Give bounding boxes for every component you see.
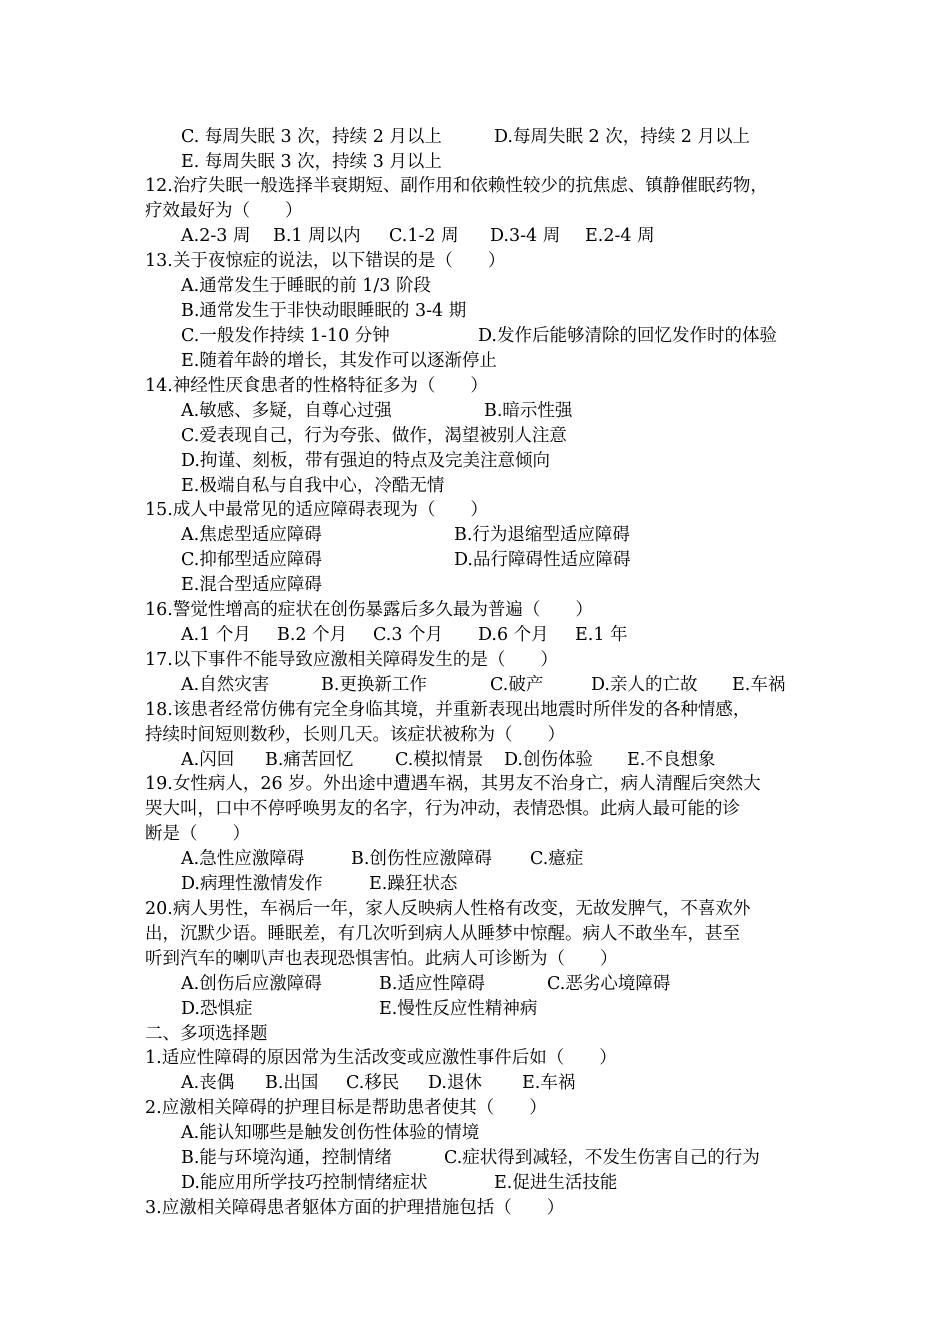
line-text: 15.成人中最常见的适应障碍表现为（ ） [145, 500, 488, 520]
line-text: 听到汽车的喇叭声也表现恐惧害怕。此病人可诊断为（ ） [145, 949, 618, 969]
line-text: 16.警觉性增高的症状在创伤暴露后多久最为普遍（ ） [145, 600, 593, 620]
line-text: 疗效最好为（ ） [145, 201, 303, 221]
answer-option: B.创伤性应激障碍 [351, 849, 492, 869]
answer-option: E.混合型适应障碍 [181, 575, 322, 595]
answer-option: C.移民 [346, 1073, 400, 1093]
answer-option: C.抑郁型适应障碍 [181, 550, 322, 570]
answer-option: E.促进生活技能 [494, 1173, 618, 1193]
answer-option: A.能认知哪些是触发创伤性体验的情境 [181, 1123, 480, 1143]
answer-option: C.癔症 [530, 849, 584, 869]
answer-option: B.2 个月 [277, 625, 348, 645]
line-text: 出，沉默少语。睡眠差，有几次听到病人从睡梦中惊醒。病人不敢坐车，甚至 [145, 924, 740, 944]
answer-option: B.通常发生于非快动眼睡眠的 3-4 期 [181, 301, 467, 321]
answer-option: C.模拟情景 [395, 750, 484, 770]
answer-option: E.慢性反应性精神病 [379, 999, 538, 1019]
answer-option: E.不良想象 [627, 750, 716, 770]
answer-option: B.行为退缩型适应障碍 [454, 525, 630, 545]
line-text: 12.治疗失眠一般选择半衰期短、副作用和依赖性较少的抗焦虑、镇静催眠药物， [145, 176, 768, 196]
answer-option: D.拘谨、刻板，带有强迫的特点及完美注意倾向 [181, 451, 550, 471]
answer-option: B.暗示性强 [484, 401, 573, 421]
answer-option: B.痛苦回忆 [265, 750, 354, 770]
answer-option: D.病理性激情发作 [181, 874, 323, 894]
line-text: 13.关于夜惊症的说法，以下错误的是（ ） [145, 251, 506, 271]
line-text: 17.以下事件不能导致应激相关障碍发生的是（ ） [145, 650, 558, 670]
answer-option: D.退休 [428, 1073, 482, 1093]
answer-option: A.通常发生于睡眠的前 1/3 阶段 [181, 276, 431, 296]
answer-option: D.恐惧症 [181, 999, 253, 1019]
answer-option: C.破产 [490, 675, 544, 695]
line-text: 19.女性病人，26 岁。外出途中遭遇车祸，其男友不治身亡，病人清醒后突然大 [145, 774, 761, 794]
answer-option: A.自然灾害 [181, 675, 270, 695]
line-text: 14.神经性厌食患者的性格特征多为（ ） [145, 376, 488, 396]
answer-option: E.2-4 周 [585, 226, 655, 246]
line-text: 1.适应性障碍的原因常为生活改变或应激性事件后如（ ） [145, 1048, 617, 1068]
answer-option: D.创伤体验 [504, 750, 593, 770]
line-text: 18.该患者经常仿佛有完全身临其境，并重新表现出地震时所伴发的各种情感， [145, 700, 751, 720]
answer-option: D.亲人的亡故 [591, 675, 698, 695]
answer-option: D.能应用所学技巧控制情绪症状 [181, 1173, 428, 1193]
answer-option: C.3 个月 [373, 625, 444, 645]
answer-option: C.爱表现自己，行为夸张、做作，渴望被别人注意 [181, 426, 567, 446]
answer-option: D.6 个月 [478, 625, 549, 645]
answer-option: E.随着年龄的增长，其发作可以逐渐停止 [181, 351, 497, 371]
answer-option: A.创伤后应激障碍 [181, 974, 322, 994]
answer-option: D.发作后能够清除的回忆发作时的体验 [478, 326, 777, 346]
answer-option: E.躁狂状态 [369, 874, 458, 894]
answer-option: D.3-4 周 [490, 226, 561, 246]
answer-option: C.一般发作持续 1-10 分钟 [181, 326, 390, 346]
answer-option: D.每周失眠 2 次，持续 2 月以上 [494, 127, 750, 147]
answer-option: A.丧偶 [181, 1073, 235, 1093]
line-text: 2.应激相关障碍的护理目标是帮助患者使其（ ） [145, 1098, 547, 1118]
line-text: 持续时间短则数秒，长则几天。该症状被称为（ ） [145, 725, 565, 745]
line-text: 断是（ ） [145, 824, 250, 844]
answer-option: E.1 年 [575, 625, 628, 645]
answer-option: C.症状得到减轻，不发生伤害自己的行为 [444, 1148, 760, 1168]
answer-option: E.极端自私与自我中心，冷酷无情 [181, 476, 445, 496]
answer-option: B.更换新工作 [321, 675, 427, 695]
answer-option: C.恶劣心境障碍 [547, 974, 671, 994]
line-text: 哭大叫，口中不停呼唤男友的名字，行为冲动，表情恐惧。此病人最可能的诊 [145, 799, 740, 819]
answer-option: B.适应性障碍 [379, 974, 485, 994]
answer-option: E. 每周失眠 3 次，持续 3 月以上 [181, 152, 442, 172]
line-text: 3.应激相关障碍患者躯体方面的护理措施包括（ ） [145, 1198, 565, 1218]
line-text: 20.病人男性，车祸后一年，家人反映病人性格有改变，无故发脾气，不喜欢外 [145, 899, 751, 919]
answer-option: C. 每周失眠 3 次，持续 2 月以上 [181, 127, 442, 147]
answer-option: A.敏感、多疑，自尊心过强 [181, 401, 392, 421]
line-text: 二、多项选择题 [145, 1024, 268, 1044]
answer-option: B.1 周以内 [273, 226, 361, 246]
answer-option: A.急性应激障碍 [181, 849, 305, 869]
answer-option: D.品行障碍性适应障碍 [454, 550, 631, 570]
answer-option: B.出国 [265, 1073, 319, 1093]
answer-option: E.车祸 [522, 1073, 576, 1093]
answer-option: A.焦虑型适应障碍 [181, 525, 322, 545]
answer-option: B.能与环境沟通，控制情绪 [181, 1148, 392, 1168]
answer-option: A.1 个月 [181, 625, 251, 645]
answer-option: C.1-2 周 [389, 226, 459, 246]
answer-option: A.闪回 [181, 750, 235, 770]
answer-option: E.车祸 [732, 675, 786, 695]
answer-option: A.2-3 周 [181, 226, 251, 246]
